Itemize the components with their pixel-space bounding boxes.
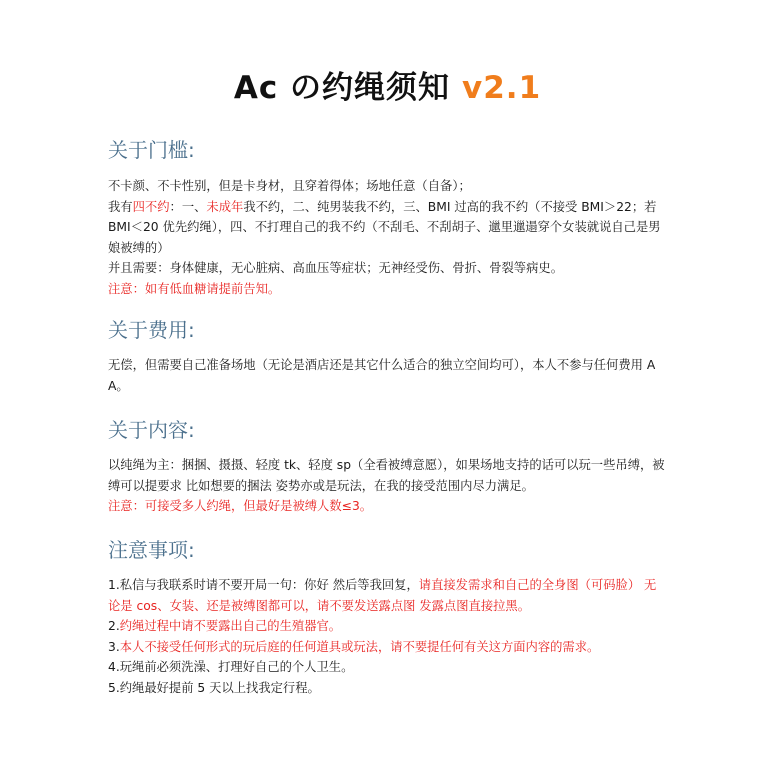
threshold-minor-highlight: 未成年: [206, 199, 244, 214]
section-threshold: [108, 138, 668, 299]
notes-item-5: 5.约绳最好提前 5 天以上找我定行程。: [108, 680, 320, 695]
content-note: 注意：可接受多人约绳，但最好是被缚人数≤3。: [108, 499, 373, 513]
notes-body: [108, 575, 668, 698]
threshold-line-2-prefix: 我有: [108, 199, 133, 214]
threshold-body: [108, 176, 668, 299]
threshold-line-1: 不卡颜、不卡性别，但是卡身材，且穿着得体；场地任意（自备）；: [108, 179, 471, 193]
notes-item-2-prefix: 2.: [108, 619, 120, 633]
notes-item-1-prefix: 1.私信与我联系时请不要开局一句：你好 然后等我回复，: [108, 578, 419, 592]
notes-item-4: 4.玩绳前必须洗澡、打理好自己的个人卫生。: [108, 660, 354, 674]
section-heading-notes: 注意事项:: [108, 538, 195, 562]
content-body: [108, 455, 668, 517]
notes-item-3-prefix: 3.: [108, 639, 120, 654]
section-heading-threshold: 关于门槛:: [108, 138, 195, 162]
title-main: Ac の约绳须知: [233, 70, 451, 106]
section-content: [108, 418, 668, 517]
notes-item-2: [108, 616, 668, 637]
notes-item-1-highlight: 请直接发需求和自己的全身图（可码脸） 无论是 cos、女装、还是被缚图都可以，请不要发送露点图 发露点图直接拉黑。: [108, 578, 657, 613]
threshold-line-2-mid: ：一、: [169, 199, 207, 214]
section-heading-fees: 关于费用:: [108, 318, 195, 342]
section-notes: [108, 538, 668, 698]
section-fees: [108, 318, 668, 396]
fees-body: [108, 355, 668, 396]
notes-item-3-highlight: 本人不接受任何形式的玩后庭的任何道具或玩法，请不要提任何有关这方面内容的需求。: [119, 639, 600, 654]
fees-line-1: 无偿，但需要自己准备场地（无论是酒店还是其它什么适合的独立空间均可），本人不参与任何费用 AA。: [108, 358, 656, 393]
content-line-1: 以纯绳为主：捆捆、摄摄、轻度 tk、轻度 sp（全看被缚意愿），如果场地支持的话可以玩一些吊缚，被缚可以提要求 比如想要的捆法 姿势亦或是玩法，在我的接受范围内尽力满足。: [108, 458, 665, 493]
threshold-line-2-rest: 我不约，二、纯男装我不约，三、BMI 过高的我不约（不接受 BMI＞22；若 BMI＜20 优先约绳），四、不打理自己的我不约（不刮毛、不刮胡子、邋里邋遢穿个女装就说自己是男娘被缚的）: [108, 199, 661, 255]
threshold-note: 注意：如有低血糖请提前告知。: [108, 281, 281, 296]
notes-item-3: [108, 637, 668, 658]
document-title: [0, 62, 775, 107]
threshold-line-3: 并且需要：身体健康，无心脏病、高血压等症状；无神经受伤、骨折、骨裂等病史。: [108, 261, 563, 275]
threshold-four-rules-highlight: 四不约: [132, 199, 170, 214]
notes-item-2-highlight: 约绳过程中请不要露出自己的生殖器官。: [119, 619, 342, 633]
notes-item-1: [108, 575, 668, 616]
title-version: v2.1: [462, 70, 542, 106]
threshold-line-2: [108, 197, 668, 259]
section-heading-content: 关于内容:: [108, 418, 195, 442]
